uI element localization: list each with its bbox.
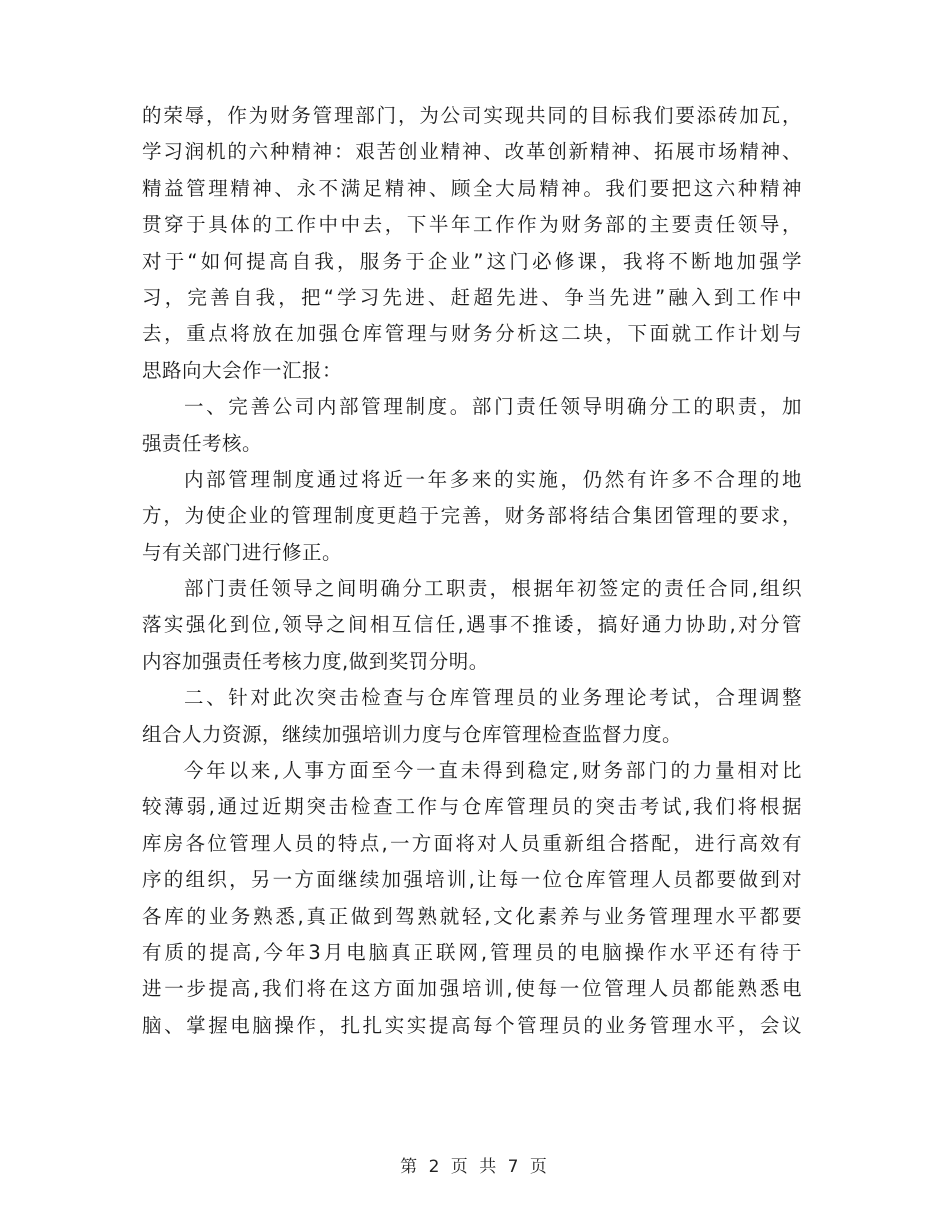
- text-line: 脑、掌握电脑操作，扎扎实实提高每个管理员的业务管理水平，会议: [142, 1013, 802, 1037]
- text-line: 与有关部门进行修正。: [142, 540, 343, 564]
- text-line: 落实强化到位,领导之间相互信任,遇事不推诿，搞好通力协助,对分管: [142, 613, 802, 637]
- text-line: 序的组织，另一方面继续加强培训,让每一位仓库管理人员都要做到对: [142, 868, 802, 892]
- text-line: 习，完善自我，把“学习先进、赶超先进、争当先进”融入到工作中: [142, 285, 802, 309]
- text-line: 贯穿于具体的工作中中去，下半年工作作为财务部的主要责任领导，: [142, 213, 802, 237]
- text-line: 较薄弱,通过近期突击检查工作与仓库管理员的突击考试,我们将根据: [142, 795, 802, 819]
- text-line: 去，重点将放在加强仓库管理与财务分析这二块，下面就工作计划与: [142, 322, 802, 346]
- text-line: 库房各位管理人员的特点,一方面将对人员重新组合搭配，进行高效有: [142, 831, 802, 855]
- text-line: 内容加强责任考核力度,做到奖罚分明。: [142, 649, 489, 673]
- text-line: 内部管理制度通过将近一年多来的实施，仍然有许多不合理的地: [184, 467, 802, 491]
- section-heading-line: 二、针对此次突击检查与仓库管理员的业务理论考试，合理调整: [184, 686, 802, 710]
- body-text: [142, 98, 802, 1044]
- page-number-footer: 第 2 页 共 7 页: [400, 1157, 550, 1177]
- text-line: 各库的业务熟悉,真正做到驾熟就轻,文化素养与业务管理理水平都要: [142, 904, 802, 928]
- text-line: 对于“如何提高自我，服务于企业”这门必修课，我将不断地加强学: [142, 249, 802, 273]
- text-line: 精益管理精神、永不满足精神、顾全大局精神。我们要把这六种精神: [142, 176, 802, 200]
- text-line: 有质的提高,今年3月电脑真正联网,管理员的电脑操作水平还有待于: [142, 940, 802, 964]
- text-line: 部门责任领导之间明确分工职责，根据年初签定的责任合同,组织: [184, 577, 802, 601]
- text-line: 进一步提高,我们将在这方面加强培训,使每一位管理人员都能熟悉电: [142, 977, 802, 1001]
- text-line: 的荣辱，作为财务管理部门，为公司实现共同的目标我们要添砖加瓦，: [142, 104, 802, 127]
- section-heading-line: 组合人力资源，继续加强培训力度与仓库管理检查监督力度。: [142, 722, 683, 746]
- text-line: 今年以来,人事方面至今一直未得到稳定,财务部门的力量相对比: [184, 759, 802, 783]
- text-line: 方，为使企业的管理制度更趋于完善，财务部将结合集团管理的要求，: [142, 504, 802, 528]
- section-heading-line: 一、完善公司内部管理制度。部门责任领导明确分工的职责，加: [184, 395, 802, 419]
- text-line: 思路向大会作一汇报：: [142, 358, 343, 382]
- text-line: 学习润机的六种精神：艰苦创业精神、改革创新精神、拓展市场精神、: [142, 140, 802, 164]
- section-heading-line: 强责任考核。: [142, 431, 263, 455]
